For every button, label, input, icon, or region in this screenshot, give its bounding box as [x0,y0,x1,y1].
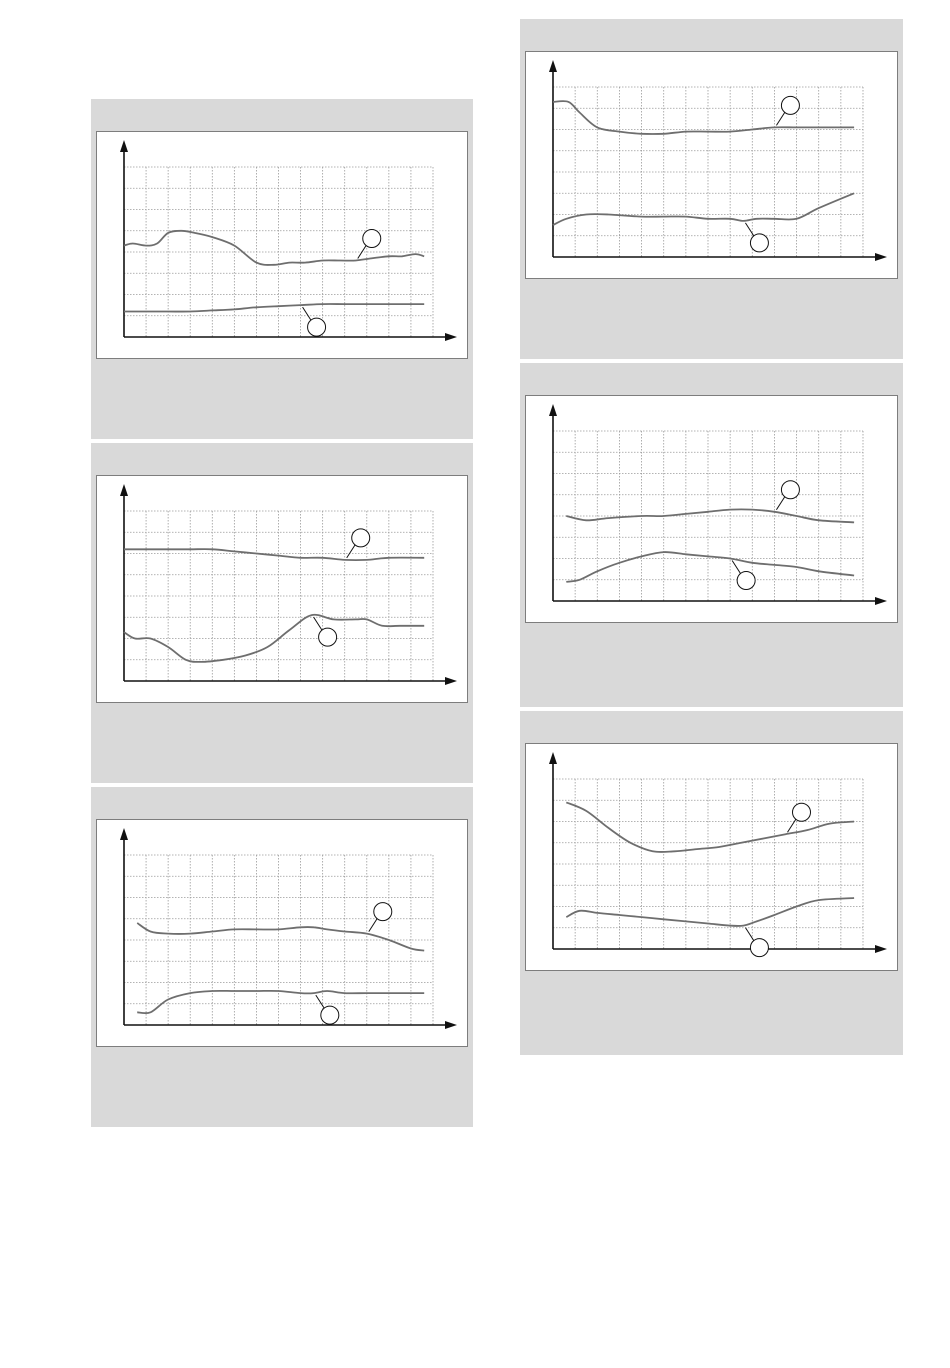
callout-leader [788,818,797,832]
x-axis-arrow [445,1021,457,1029]
chart-card [91,787,473,1127]
x-axis-arrow [445,333,457,341]
series-line [566,552,854,582]
callout-leader [316,995,325,1009]
chart-frame [96,475,468,703]
callout-marker [374,903,392,921]
chart-frame [525,743,898,971]
chart-frame [96,819,468,1047]
line-chart [97,476,467,702]
callout-leader [745,223,754,237]
line-chart [526,396,897,622]
callout-leader [745,928,754,942]
y-axis-arrow [120,140,128,152]
series-line [553,193,854,225]
series-line [566,898,854,926]
series-line [553,101,854,134]
callout-leader [732,561,741,575]
y-axis-arrow [120,484,128,496]
x-axis-arrow [875,253,887,261]
callout-marker [781,481,799,499]
line-chart [526,744,897,970]
callout-leader [776,496,785,510]
y-axis-arrow [120,828,128,840]
y-axis-arrow [549,60,557,72]
line-chart [97,132,467,358]
callout-marker [737,572,755,590]
callout-leader [347,544,356,558]
series-line [566,802,854,852]
chart-frame [525,395,898,623]
y-axis-arrow [549,752,557,764]
callout-marker [793,803,811,821]
chart-card [91,443,473,783]
chart-card [91,99,473,439]
callout-leader [776,111,785,125]
callout-marker [352,529,370,547]
line-chart [97,820,467,1046]
y-axis-arrow [549,404,557,416]
grid [553,431,863,601]
chart-card [520,711,903,1055]
series-line [137,991,424,1013]
grid [553,87,863,257]
series-line [124,549,424,560]
chart-frame [525,51,898,279]
series-line [124,304,424,312]
chart-card [520,19,903,359]
chart-frame [96,131,468,359]
x-axis-arrow [875,597,887,605]
line-chart [526,52,897,278]
callout-marker [781,96,799,114]
callout-leader [303,307,312,321]
callout-marker [319,628,337,646]
x-axis-arrow [445,677,457,685]
callout-marker [750,939,768,957]
callout-leader [369,918,378,932]
grid [124,511,433,681]
x-axis-arrow [875,945,887,953]
callout-marker [750,234,768,252]
callout-marker [308,318,326,336]
series-line [137,923,424,951]
chart-card [520,363,903,707]
callout-leader [358,245,367,259]
callout-leader [314,617,323,631]
callout-marker [363,230,381,248]
callout-marker [321,1006,339,1024]
